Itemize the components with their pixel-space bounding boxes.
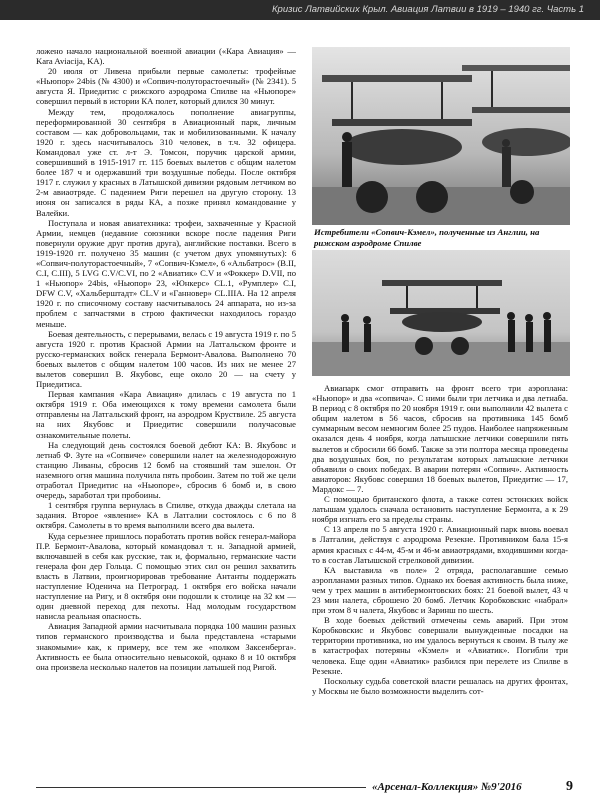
paragraph: Куда серьезнее пришлось поработать против войск генерал-майора П.Р. Бермонт-Авалова, который командовал т. н. Западной армией, включавшей в себя как русские, так и, формально, германские части генерала фон дер Гольца. С помощью этих сил он решил захватить власть в Латвии, проигнорировав требование Антанты поддержать наступление Юденича на Петроград. 1 октября его войска начали наступление на Ригу, и 8 октября они подошли к столице на 32 км — один дневной переход для пехоты. Над молодым государством нависла реальная опасность. [36,530,296,622]
paragraph: Поступала и новая авиатехника: трофеи, захваченные у Красной Армии, немцев (недавние союзники вскоре после падения Риги повернули оружие друг против друга), английские поставки. Всего в 1919-1920 гг. получено 35 машин (с учетом двух упомянутых): 6 «Сопвич-полуторастоечный», 7 «Сопвич-Кэмел», 6 «Альбатрос» (B.II, C.I, C.III), 5 LVG C.V/C.VI, по 2 «Авиатик» C.V и «Фоккер» D.VII, по 1 «Ньюпор» 24bis, «Ньюпор» 23, «Юнкерс» CL.1, «Румплер» C.I, DFW C.V, «Хальберштадт» CL.V и «Ганновер» CL.IIIA. На 12 апреля 1920 г. по списочному составу насчитывалось 24 аппарата, но из-за проблем с запчастями в строю фактически находилось гораздо меньше. [36,217,296,329]
paragraph: КА выставила «в поле» 2 отряда, располагавшие семью аэропланами разных типов. Однако их боевая активность была ниже, чем у трех машин в антибермонтовских боях: 21 боевой вылет, 43 ч 23 мин налета, сброшено 20 бомб. Летчик Коробковскис «набрал» при этом 8 ч налета, Якубовс и Заринш по шесть. [312,564,568,616]
paragraph: С 13 апреля по 5 августа 1920 г. Авиационный парк вновь воевал в Латгалии, действуя с аэродрома Резекне. Противником бала 15-я армия красных с 44-м, 45-м и 46-м авиаотрядами, входившими когда-то в состав Латышской стрелковой дивизии. [312,524,568,565]
photo-caption: Истребители «Сопвич-Кэмел», полученные из Англии, на рижском аэродроме Спилве [314,227,540,248]
paragraph: 20 июля от Ливена прибыли первые самолеты: трофейные «Ньюпор» 24bis (№ 4300) и «Сопвич-полуторастоечный» (№ 2341). 5 августа Я. Приедитис с рижского аэродрома Спилве на «Ньюпоре» совершил первый в истории КА полет, который длился 30 минут. [36,66,296,107]
running-title: Кризис Латвийских Крыл. Авиация Латвии в 1919 – 1940 гг. Часть 1 [271,4,584,15]
page-number: 9 [566,779,573,794]
right-text-column [312,383,568,778]
paragraph: Между тем, продолжалось пополнение авиагруппы, переформированной 30 сентября в Авиационный парк, личным составом — как добровольцами, так и мобилизованными. К началу 1920 г. здесь насчитывалось 310 человек, в т.ч. 32 офицера. Командовал уже ст. л-т Э. Томсон, поручик царской армии, совершивший в 1915-1917 гг. 115 боевых вылетов с общим налетом более 187 ч и одержавший три воздушные победы. После октября 1917 г. служил у красных в Латышской дивизии рядовым летчиком во 2-м авиаотряде. С падением Риги перешел на другую сторону. 13 июня он записался в ряды КА, а позже принял командование у Валейки. [36,106,296,218]
left-text-column [36,46,296,766]
paragraph: Авиапарк смог отправить на фронт всего три аэроплана: «Ньюпор» и два «сопвича». С ними были три летчика и два летнаба. В период с 8 октября по 20 ноября 1919 г. они выполнили 42 вылета с общим налетом в 56 часов, сбросив на противника 145 бомб суммарным весом немногим более 25 пудов. Наиболее напряженным оказался день 4 ноября, когда латышские летчики совершили пять вылетов и сбросили 66 бомб. Также за эти полтора месяца проведены два воздушных боя, по результатам которых латышские летчики объявили о своих победах. В аварии потерян «Сопвич». Активность авиаторов: Якубовс совершил 18 боевых вылетов, Приедитис — 17, Мардокс — 7. [312,383,568,494]
paragraph: Боевая деятельность, с перерывами, велась с 19 августа 1919 г. по 5 августа 1920 г. против Красной Армии на Латгальском фронте и русско-германских войск генерала Бермонт-Авалова. Выполнено 70 боевых вылетов с общим налетом 100 часов. Из них не менее 27 вылетов совершил В. Якубовс, еще около 20 — на счету у Приедитиса. [36,328,296,390]
paragraph: На следующий день состоялся боевой дебют КА: В. Якубовс и летнаб Ф. Зуте на «Сопвиче» совершили налет на железнодорожную станцию Ливаны, сбросив 12 бомб на стоявший там эшелон. От наземного огня машина получила пять пробоин. Затем по той же цели отработал Приедитис на «Ньюпоре», сбросив 6 бомб и, в свою очередь, заработал три пробоины. [36,439,296,501]
paragraph: 1 сентября группа вернулась в Спилве, откуда дважды слетала на задания. Второе «явление» КА в Латгалии состоялось с 6 по 8 октября. Самолеты в то время выполнили всего два вылета. [36,500,296,531]
paragraph: В ходе боевых действий отмечены семь аварий. При этом Коробковскис и Якубовс совершали вынужденные посадки на территории противника, но им удалось вернуться к своим. В тылу же в катастрофах потеряны «Кэмел» и «Авиатик». Погибли три человека. Еще один «Авиатик» разбился при перелете из Спилве в Резекне. [312,615,568,676]
page-footer [0,780,600,796]
paragraph: С помощью британского флота, а также сотен эстонских войск латышам удалось сначала остановить наступление Бермонта, а к 29 ноября изгнать его за пределы страны. [312,494,568,525]
photo-airfield-biplane-image [312,250,570,376]
paragraph: Авиация Западной армии насчитывала порядка 100 машин разных типов германского производства и была представлена «старыми знакомыми» как, к примеру, все тем же «полком Заксенберга». Активность ее была относительно невысокой, однако 8 и 10 октября она произвела несколько налетов на позиции латышей под Ригой. [36,621,296,672]
magazine-title: «Арсенал-Коллекция» №9'2016 [372,781,522,793]
photo-airfield-biplane [312,250,570,376]
paragraph: ложено начало национальной военной авиации («Кара Авиация» — Kara Aviacija, KA). [36,46,296,67]
paragraph: Первая кампания «Кара Авиация» длилась с 19 августа по 1 октября 1919 г. Оба имеющихся к тому времени самолета были отправлены на Латгальский фронт, на аэродром Круствиле. 25 августа на них Якубовс и Приедитис совершили получасовые ознакомительные полеты. [36,389,296,440]
photo-sopwith-camels-image [312,47,570,225]
running-header [0,0,600,20]
footer-rule [36,787,366,788]
paragraph: Поскольку судьба советской власти решалась на других фронтах, у Москвы не было возможности выделить сот- [312,675,568,696]
photo-sopwith-camels [312,47,570,225]
